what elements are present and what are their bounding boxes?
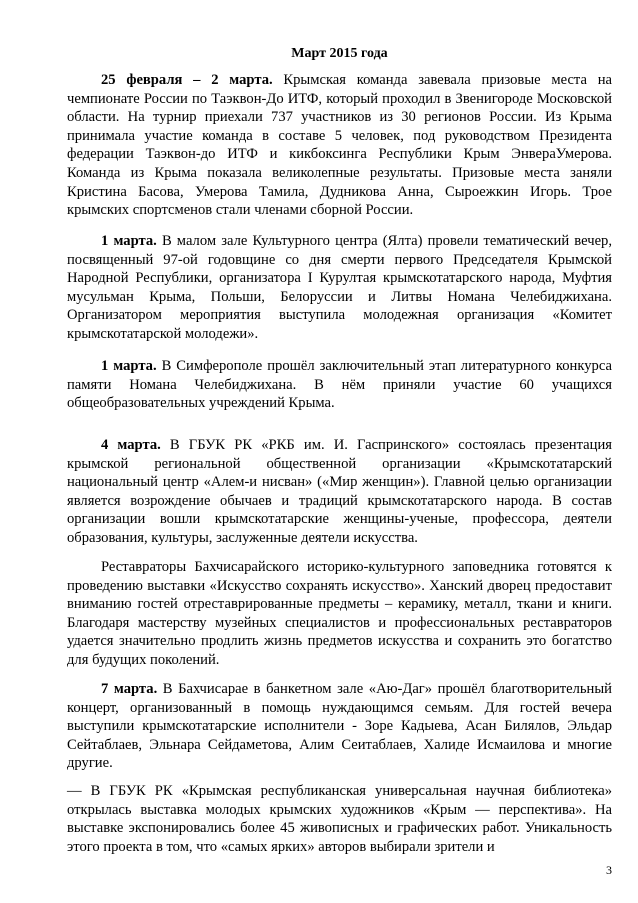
paragraph-exhibition: [67, 782, 612, 856]
paragraph-text: В Бахчисарае в банкетном зале «Аю-Даг» прошёл благотворительный концерт, организованный в помощь нуждающимся семьям. Для гостей вечера выступили крымскотатарские исполнители - Зоре Кадыева, Асан Билялов, Эльдар Сейтаблаев, Эльнара Сейдаметова, Алим Сеитаблаев, Халиде Исмаилова и многие другие.: [67, 681, 612, 772]
paragraph-mar1-yalta: [67, 232, 612, 344]
paragraph-restorers: [67, 558, 612, 670]
paragraph-date: 7 марта.: [101, 681, 158, 697]
paragraph-text: В ГБУК РК «РКБ им. И. Гаспринского» состоялась презентация крымской региональной общественной организации «Крымскотатарский национальный центр «Алем-и нисван» («Мир женщин»). Главной целью организации является возрождение обычаев и традиций крымскотатарского народа. В состав организации вошли крымскотатарские женщины-ученые, профессора, деятели образования, культуры, заслуженные деятели искусства.: [67, 437, 612, 546]
paragraph-text: В Симферополе прошёл заключительный этап литературного конкурса памяти Номана Челебиджихана. В нём приняли участие 60 учащихся общеобразовательных учреждений Крыма.: [67, 358, 612, 412]
paragraph-date: 1 марта.: [101, 358, 157, 374]
paragraph-mar4: [67, 436, 612, 548]
document-page: [67, 0, 612, 903]
paragraph-mar7: [67, 680, 612, 773]
paragraph-date: 4 марта.: [101, 437, 161, 453]
paragraph-date: 25 февраля – 2 марта.: [101, 72, 273, 88]
page-number: 3: [606, 863, 612, 877]
paragraph-text: Крымская команда завевала призовые места на чемпионате России по Таэквон-До ИТФ, который проходил в Звенигороде Московской области. На турнир приехали 737 участников из 30 регионов России. Из Крыма принимала участие команда в составе 5 человек, под руководством Президента федерации Таэквон-до ИТФ и кикбоксинга Республики Крым ЭнвераУмерова. Команда из Крыма показала великолепные результаты. Призовые места заняли Кристина Басова, Умерова Тамила, Дудникова Анна, Сыроежкин Игорь. Трое крымских спортсменов стали членами сборной России.: [67, 72, 612, 219]
paragraph-text: — В ГБУК РК «Крымская республиканская универсальная научная библиотека» открылась выставка молодых крымских художников «Крым — перспектива». На выставке экспонировались более 45 живописных и графических работ. Уникальность этого проекта в том, что «самых ярких» авторов выбирали зрители и: [67, 783, 612, 855]
paragraph-mar1-simferopol: [67, 357, 612, 413]
paragraph-date: 1 марта.: [101, 233, 157, 249]
paragraph-text: В малом зале Культурного центра (Ялта) провели тематический вечер, посвященный 97-ой годовщине со дня смерти первого Председателя Крымской Народной Республики, организатора I Курултая крымскотатарского народа, Муфтия мусульман Крыма, Польши, Белоруссии и Литвы Номана Челебиджихана. Организатором мероприятия выступила молодежная организация «Комитет крымскотатарской молодежи».: [67, 233, 612, 342]
paragraph-text: Реставраторы Бахчисарайского историко-культурного заповедника готовятся к проведению выставки «Искусство сохранять искусство». Ханский дворец предоставит вниманию гостей отреставрированные предметы – керамику, металл, ткани и книги. Благодаря мастерству музейных специалистов и профессиональных реставраторов удается значительно продлить жизнь предметов искусства и сохранить это богатство для будущих поколений.: [67, 559, 612, 668]
paragraph-feb25-mar2: [67, 71, 612, 220]
page-title: Март 2015 года: [291, 46, 388, 61]
